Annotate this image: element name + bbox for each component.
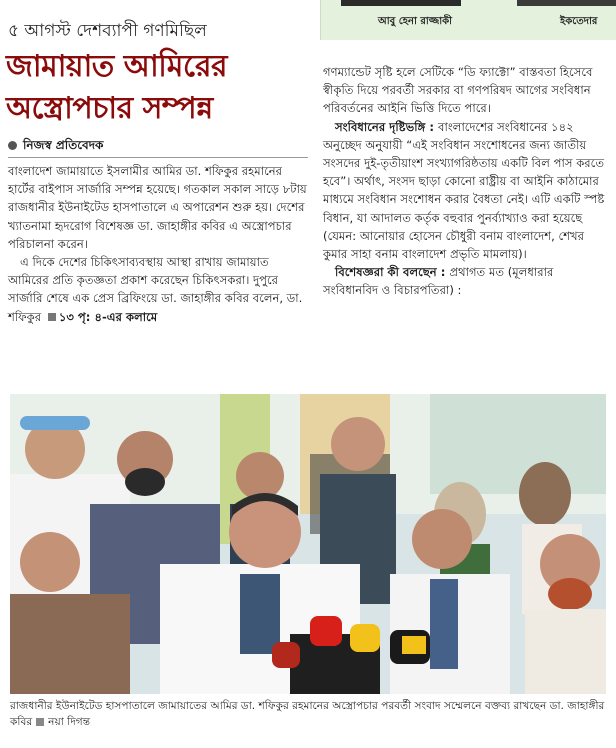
top-photo-dark-band-2 xyxy=(517,0,616,6)
right-paragraph-3: বিশেষজ্ঞরা কী বলছেন : প্রথাগত মত (মূলধারার সংবিধানবিদ ও বিচারপতিরা) : xyxy=(323,265,554,298)
top-photo-caption-left: আবু হেনা রাজ্জাকী xyxy=(378,16,453,27)
byline xyxy=(8,137,103,157)
photo-credit: নয়া দিগন্ত xyxy=(48,716,91,728)
right-paragraph-2: সংবিধানের দৃষ্টিভঙ্গি : বাংলাদেশের সংবিধানের ১৪২ অনুচ্ছেদ অনুযায়ী “এই সংবিধান সংশোধনের জন্য জাতীয় সংসদের দুই-তৃতীয়াংশ সংখ্যাগরিষ্ঠতায় একটি বিল পাস করতে হবে”। অর্থাৎ, সংসদ ছাড়া কোনো রাষ্ট্রীয় বা আইনি কাঠামোর মাধ্যমে সংবিধান সংশোধন করার বৈধতা নেই। এটি একটি স্পষ্ট বিধান, যা আদালত কর্তৃক বহুবার পুনর্ব্যাখ্যাও করা হয়েছে (যেমন: আনোয়ার হোসেন চৌধুরী বনাম বাংলাদেশ, শেখর কুমার সাহা বনাম বাংলাদেশ প্রভৃতি মামলায়)। xyxy=(323,119,605,262)
left-paragraph-1: বাংলাদেশ জামায়াতে ইসলামীর আমির ডা. শফিকুর রহমানের হার্টের বাইপাস সার্জারি সম্পন্ন হয়েছে। গতকাল সকাল সাড়ে ৮টায় রাজধানীর ইউনাইটেড হাসপাতালে এ অপারেশন শুরু হয়। দেশের খ্যাতনামা হৃদরোগ বিশেষজ্ঞ ডা. জাহাঙ্গীর কবির এ অস্ত্রোপচার পরিচালনা করেন। xyxy=(8,164,307,251)
right-subhead-1: সংবিধানের দৃষ্টিভঙ্গি xyxy=(335,119,426,134)
right-paragraph-1: গণম্যান্ডেট সৃষ্টি হলে সেটিকে “ডি ফ্যাক্টো” বাস্তবতা হিসেবে স্বীকৃতি দিয়ে পরবর্তী সরকার বা গণপরিষদ আগের সংবিধান পরিবর্তনের আইনি ভিত্তি দিতে পারে। xyxy=(323,65,593,116)
byline-bullet-icon xyxy=(8,141,17,150)
byline-text: নিজস্ব প্রতিবেদক xyxy=(23,138,104,152)
photo-caption xyxy=(10,698,606,730)
left-paragraph-2 xyxy=(8,253,308,326)
right-subhead-2: বিশেষজ্ঞরা কী বলছেন xyxy=(335,265,437,280)
right-column xyxy=(323,63,609,300)
right-paragraph-3-text: প্রথাগত মত (মূলধারার সংবিধানবিদ ও বিচারপতিরা) : xyxy=(323,265,554,298)
press-conference-photo xyxy=(10,394,606,694)
press-conference-illustration xyxy=(10,394,606,694)
left-paragraph-2-text: এ দিকে দেশের চিকিৎসাব্যবস্থায় আস্থা রাখায় জামায়াত আমিরের প্রতি কৃতজ্ঞতা প্রকাশ করেছেন চিকিৎসকরা। দুপুরে সার্জারি শেষে এক প্রেস ব্রিফিংয়ে ডা. জাহাঙ্গীর কবির বলেন, ডা. শফিকুর xyxy=(8,255,303,324)
headline-line-1: জামায়াত আমিরের xyxy=(6,49,228,84)
headline-line-2: অস্ত্রোপচার সম্পন্ন xyxy=(6,91,213,126)
jump-link[interactable]: ১৩ পৃ: ৪-এর কলামে xyxy=(58,309,158,324)
photo-caption-text: রাজধানীর ইউনাইটেড হাসপাতালে জামায়াতের আমির ডা. শফিকুর রহমানের অস্ত্রোপচার পরবর্তী সংবাদ সম্মেলনে বক্তব্য রাখছেন ডা. জাহাঙ্গীর কবির xyxy=(10,700,605,728)
jump-square-icon xyxy=(48,313,56,321)
article-kicker: ৫ আগস্ট দেশব্যাপী গণমিছিল xyxy=(8,21,207,41)
left-column xyxy=(8,162,308,326)
top-photo-caption-right: ইকতেদার xyxy=(560,16,598,27)
caption-square-icon xyxy=(36,718,44,726)
right-paragraph-2-text: বাংলাদেশের সংবিধানের ১৪২ অনুচ্ছেদ অনুযায়ী “এই সংবিধান সংশোধনের জন্য জাতীয় সংসদের দুই-তৃতীয়াংশ সংখ্যাগরিষ্ঠতায় একটি বিল পাস করতে হবে”। অর্থাৎ, সংসদ ছাড়া কোনো রাষ্ট্রীয় বা আইনি কাঠামোর মাধ্যমে সংবিধান সংশোধন করার বৈধতা নেই। এটি একটি স্পষ্ট বিধান, যা আদালত কর্তৃক বহুবার পুনর্ব্যাখ্যাও করা হয়েছে (যেমন: আনোয়ার হোসেন চৌধুরী বনাম বাংলাদেশ, শেখর কুমার সাহা বনাম বাংলাদেশ প্রভৃতি মামলায়)। xyxy=(323,119,605,262)
byline-divider xyxy=(8,157,308,158)
top-photo-dark-band xyxy=(341,0,461,6)
